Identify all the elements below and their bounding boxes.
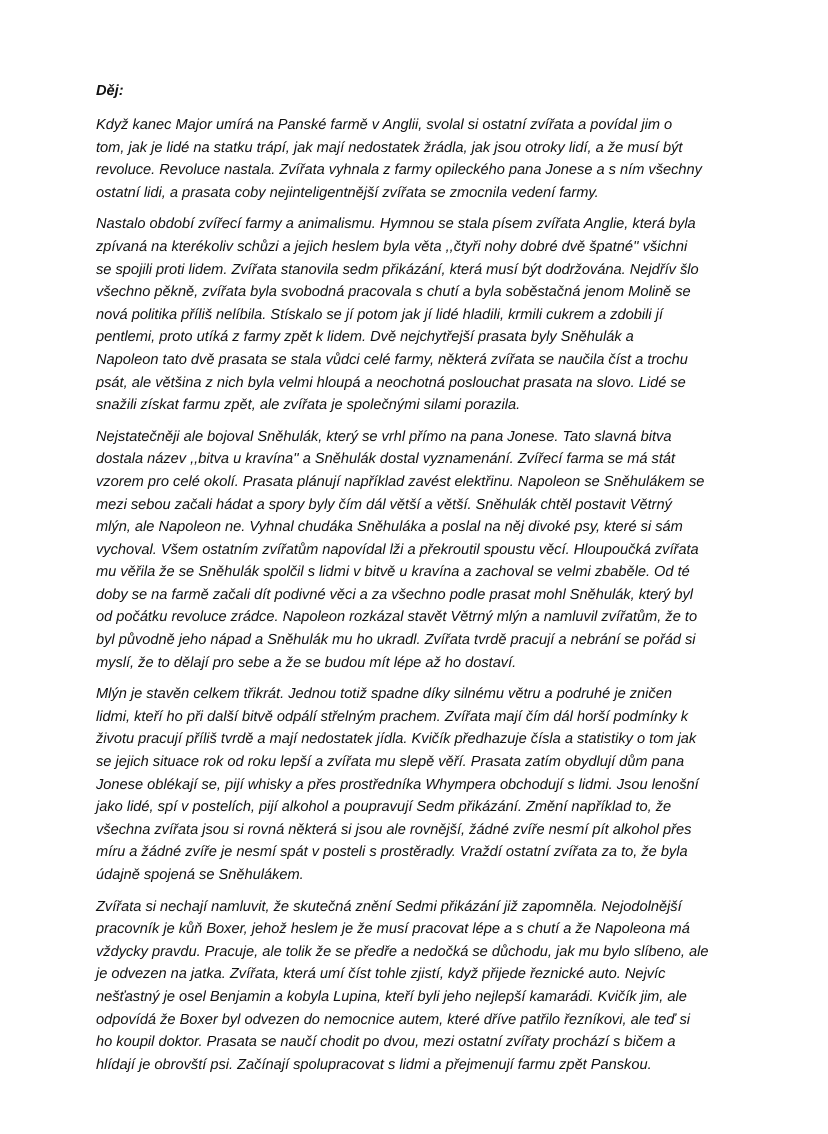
text-line: Napoleon tato dvě prasata se stala vůdci celé farmy, některá zvířata se naučila číst a trochu: [96, 351, 688, 368]
text-line: vzorem pro celé okolí. Prasata plánují například zavést elektřinu. Napoleon se Sněhulákem se: [96, 473, 705, 490]
text-line: nová politika příliš nelíbila. Stískalo se jí potom jak jí lidé hladili, krmili cukrem a zdobili jí: [96, 306, 663, 323]
text-line: nešťastný je osel Benjamin a kobyla Lupina, kteří byli jeho nejlepší kamarádi. Kvičík jim, ale: [96, 988, 687, 1005]
text-line: psát, ale většina z nich byla velmi hloupá a neochotná poslouchat prasata na slovo. Lidé se: [96, 374, 686, 391]
text-line: vychoval. Všem ostatním zvířatům napovídal lži a překroutil spoustu věcí. Hloupoučká zvířata: [96, 541, 699, 558]
paragraph: [96, 896, 736, 1077]
text-line: míru a žádné zvíře je nesmí spát v posteli s prostěradly. Vraždí ostatní zvířata za to, že byla: [96, 844, 688, 861]
paragraph: [96, 683, 736, 886]
document-page: [96, 80, 736, 1085]
text-line: Nastalo období zvířecí farmy a animalismu. Hymnou se stala písem zvířata Anglie, která byla: [96, 216, 696, 233]
text-line: tom, jak je lidé na statku trápí, jak mají nedostatek žrádla, jak jsou otroky lidí, a že musí být: [96, 139, 683, 156]
text-line: revoluce. Revoluce nastala. Zvířata vyhnala z farmy opileckého pana Jonese a s ním všechny: [96, 162, 702, 179]
text-line: pentlemi, proto utíká z farmy zpět k lidem. Dvě nejchytřejší prasata byly Sněhulák a: [96, 329, 634, 346]
text-line: je odvezen na jatka. Zvířata, která umí číst tohle zjistí, když přijede řeznické auto. Nejvíc: [96, 966, 666, 983]
text-line: Mlýn je stavěn celkem třikrát. Jednou totiž spadne díky silnému větru a podruhé je zničen: [96, 686, 672, 703]
paragraph: [96, 213, 736, 416]
text-line: se jejich situace rok od roku lepší a zvířata mu slepě věří. Prasata zatím obydlují dům pana: [96, 754, 685, 771]
text-line: od počátku revoluce zrádce. Napoleon rozkázal stavět Větrný mlýn a namluvil zvířatům, že to: [96, 609, 698, 626]
text-line: dostala název ,,bitva u kravína'' a Sněhulák dostal vyznamenání. Zvířecí farma se má stát: [96, 451, 676, 468]
text-line: odpovídá že Boxer byl odvezen do nemocnice autem, které dříve patřilo řezníkovi, ale teď si: [96, 1011, 690, 1028]
section-heading: Děj:: [96, 83, 124, 99]
text-line: všechno pěkně, zvířata byla svobodná pracovala s chutí a byla soběstačná jenom Molině se: [96, 284, 691, 301]
text-line: Zvířata si nechají namluvit, že skutečná znění Sedmi přikázání již zapomněla. Nejodolnější: [96, 898, 682, 915]
paragraph: [96, 426, 736, 675]
text-line: životu pracují příliš tvrdě a mají nedostatek jídla. Kvičík předhazuje čísla a statistiky o tom jak: [96, 731, 697, 748]
text-line: se spojili proti lidem. Zvířata stanovila sedm přikázání, která musí být dodržována. Nejdřív šlo: [96, 261, 699, 278]
text-line: snažili získat farmu zpět, ale zvířata je společnými silami porazila.: [96, 397, 521, 414]
text-line: mezi sebou začali hádat a spory byly čím dál větší a větší. Sněhulák chtěl postavit Větrný: [96, 496, 672, 513]
text-line: vždycky pravdu. Pracuje, ale tolik že se předře a nedočká se důchodu, jak mu bylo slíbeno, ale: [96, 943, 709, 960]
text-line: Když kanec Major umírá na Panské farmě v Anglii, svolal si ostatní zvířata a povídal jim o: [96, 117, 673, 133]
text-line: hlídají je obrovští psi. Začínají spolupracovat s lidmi a přejmenují farmu zpět Panskou.: [96, 1056, 652, 1073]
text-line: všechna zvířata jsou si rovná některá si jsou ale rovnější, žádné zvíře nesmí pít alkohol přes: [96, 821, 692, 838]
paragraph: [96, 114, 736, 204]
text-line: myslí, že to dělají pro sebe a že se budou mít lépe až ho dostaví.: [96, 654, 517, 671]
text-line: Nejstatečněji ale bojoval Sněhulák, který se vrhl přímo na pana Jonese. Tato slavná bitva: [96, 428, 672, 445]
text-line: mlýn, ale Napoleon ne. Vyhnal chudáka Sněhuláka a poslal na něj divoké psy, které si sám: [96, 519, 683, 536]
text-line: ostatní lidi, a prasata coby nejinteligentnější zvířata se zmocnila vedení farmy.: [96, 184, 599, 201]
text-line: lidmi, kteří ho při další bitvě odpálí střelným prachem. Zvířata mají čím dál horší podmínky k: [96, 708, 689, 725]
text-line: údajně spojená se Sněhulákem.: [96, 867, 304, 883]
text-line: byl původně jeho nápad a Sněhulák mu ho ukradl. Zvířata tvrdě pracují a nebrání se pořád si: [96, 632, 696, 649]
text-line: zpívaná na kterékoliv schůzi a jejich heslem byla věta ,,čtyři nohy dobré dvě špatné'' všichni: [96, 238, 688, 255]
text-line: ho koupil doktor. Prasata se naučí chodit po dvou, mezi ostatní zvířaty prochází s bičem a: [96, 1034, 676, 1051]
body-text: [96, 114, 736, 1076]
text-line: mu věřila že se Sněhulák spolčil s lidmi v bitvě u kravína a zachoval se velmi zbaběle. Od té: [96, 564, 690, 581]
text-line: Jonese oblékají se, pijí whisky a přes prostředníka Whympera obchodují s lidmi. Jsou lenošní: [96, 776, 699, 793]
text-line: jako lidé, spí v postelích, pijí alkohol a poupravují Sedm přikázání. Změní například to, že: [96, 799, 672, 816]
text-line: pracovník je kůň Boxer, jehož heslem je že musí pracovat lépe a s chutí a že Napoleona má: [96, 921, 690, 938]
text-line: doby se na farmě začali dít podivné věci a za všechno podle prasat mohl Sněhulák, který byl: [96, 586, 694, 603]
